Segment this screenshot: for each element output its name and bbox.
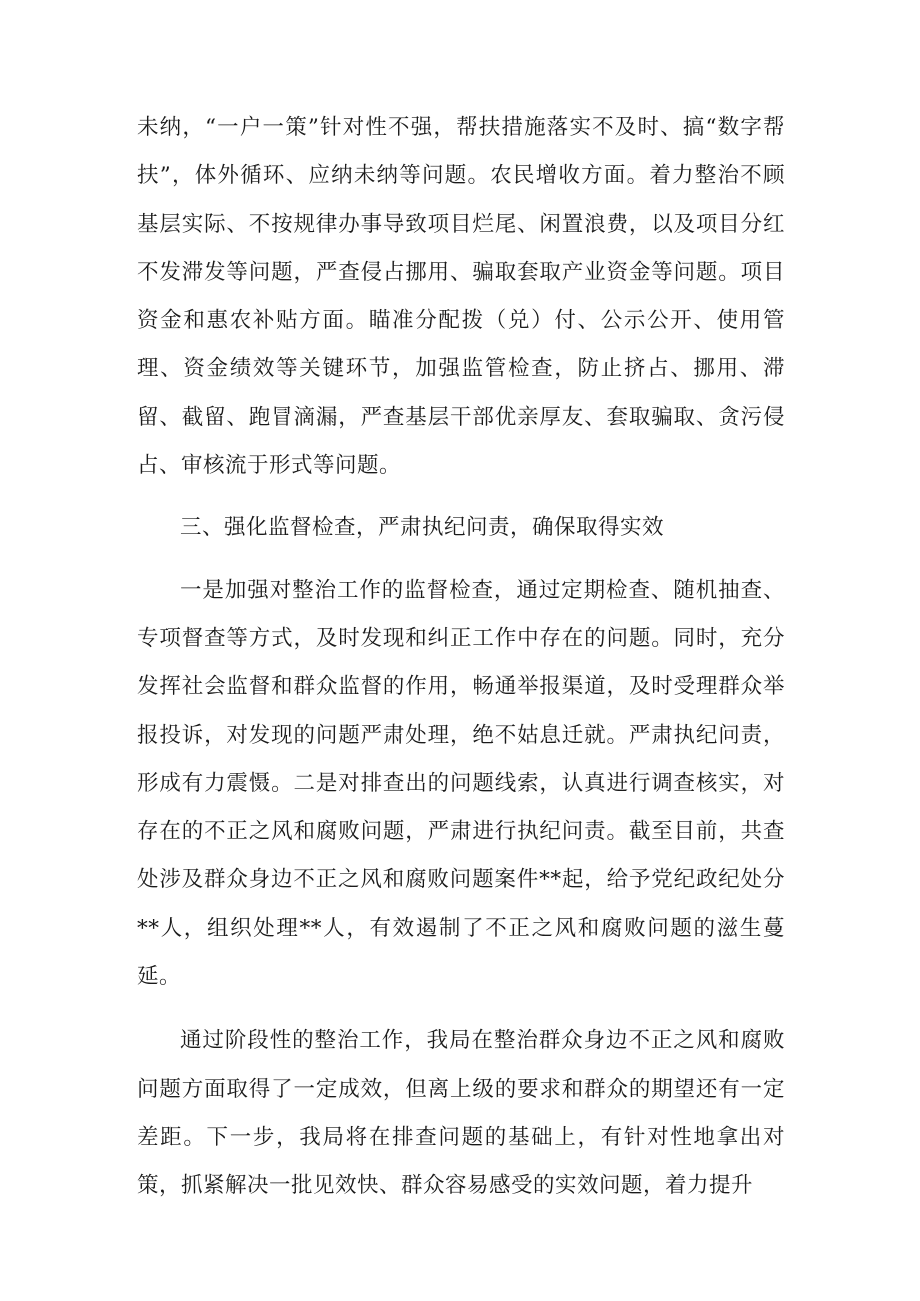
paragraph-summary: 通过阶段性的整治工作，我局在整治群众身边不正之风和腐败问题方面取得了一定成效，但离上级的要求和群众的期望还有一定差距。下一步，我局将在排查问题的基础上，有针对性地拿出对策，抓紧解决一批见效快、群众容易感受的实效问题，着力提升: [137, 1028, 785, 1199]
document-body: [137, 104, 785, 1211]
paragraph-continuation: 未纳，“一户一策”针对性不强，帮扶措施落实不及时、搞“数字帮扶”，体外循环、应纳未纳等问题。农民增收方面。着力整治不顾基层实际、不按规律办事导致项目烂尾、闲置浪费，以及项目分红不发滞发等问题，严查侵占挪用、骗取套取产业资金等问题。项目资金和惠农补贴方面。瞄准分配拨（兑）付、公示公开、使用管理、资金绩效等关键环节，加强监管检查，防止挤占、挪用、滞留、截留、跑冒滴漏，严查基层干部优亲厚友、套取骗取、贪污侵占、审核流于形式等问题。: [137, 115, 785, 479]
paragraph-supervision: 一是加强对整治工作的监督检查，通过定期检查、随机抽查、专项督查等方式，及时发现和纠正工作中存在的问题。同时，充分发挥社会监督和群众监督的作用，畅通举报渠道，及时受理群众举报投诉，对发现的问题严肃处理，绝不姑息迁就。严肃执纪问责，形成有力震慑。二是对排查出的问题线索，认真进行调查核实，对存在的不正之风和腐败问题，严肃进行执纪问责。截至目前，共查处涉及群众身边不正之风和腐败问题案件**起，给予党纪政纪处分**人，组织处理**人，有效遏制了不正之风和腐败问题的滋生蔓延。: [137, 577, 785, 990]
section-heading-3: 三、强化监督检查，严肃执纪问责，确保取得实效: [180, 515, 665, 541]
